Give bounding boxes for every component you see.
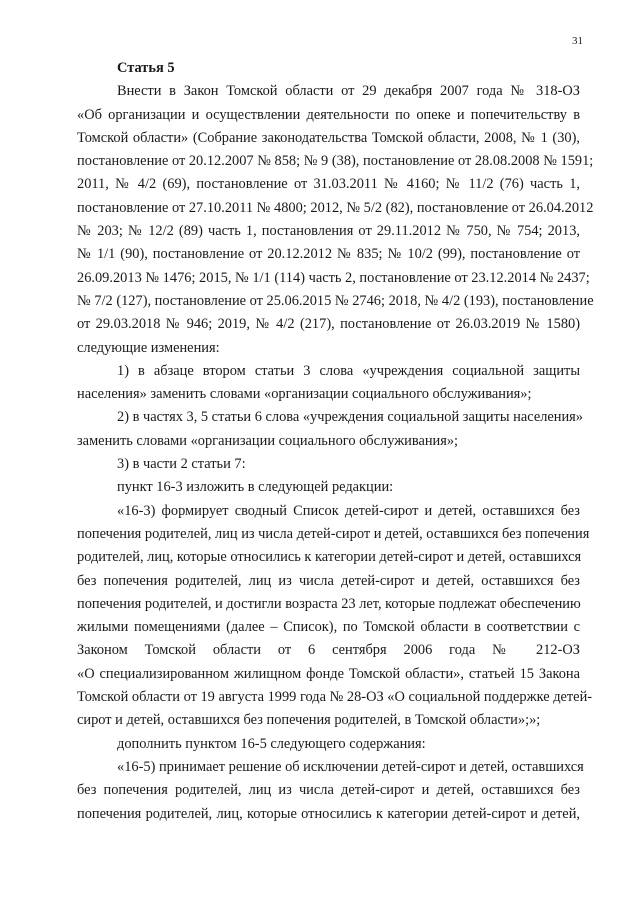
text-line: Внести в Закон Томской области от 29 декабря 2007 года № 318-ОЗ xyxy=(117,83,580,100)
text-line: жилыми помещениями (далее – Список), по Томской области в соответствии с xyxy=(77,619,580,636)
text-line: заменить словами «организации социального обслуживания»; xyxy=(77,432,459,449)
page-number: 31 xyxy=(572,35,583,47)
text-line: без попечения родителей, лиц из числа детей-сирот и детей, оставшихся без xyxy=(77,572,580,589)
text-line: пункт 16-3 изложить в следующей редакции: xyxy=(117,479,394,496)
text-line: попечения родителей, лиц, которые относились к категории детей-сирот и детей, xyxy=(77,805,580,822)
text-line: № 1/1 (90), постановление от 20.12.2012 № 835; № 10/2 (99), постановление от xyxy=(77,246,580,263)
text-line: 1) в абзаце втором статьи 3 слова «учреждения социальной защиты xyxy=(117,362,580,379)
text-line: № 203; № 12/2 (89) часть 1, постановления от 29.11.2012 № 750, № 754; 2013, xyxy=(77,223,580,240)
article-heading: Статья 5 xyxy=(117,60,175,76)
text-lines xyxy=(77,80,594,826)
text-line: следующие изменения: xyxy=(77,339,220,356)
text-line: дополнить пунктом 16-5 следующего содержания: xyxy=(117,735,426,752)
text-line: населения» заменить словами «организации социального обслуживания»; xyxy=(77,386,532,403)
text-line: № 7/2 (127), постановление от 25.06.2015 № 2746; 2018, № 4/2 (193), постановление xyxy=(77,292,594,309)
text-line: постановление от 20.12.2007 № 858; № 9 (38), постановление от 28.08.2008 № 1591; xyxy=(77,153,594,170)
text-line: сирот и детей, оставшихся без попечения родителей, в Томской области»;»; xyxy=(77,712,541,729)
text-line: 2011, № 4/2 (69), постановление от 31.03.2011 № 4160; № 11/2 (76) часть 1, xyxy=(77,176,580,193)
text-line: Томской области» (Собрание законодательства Томской области, 2008, № 1 (30), xyxy=(77,129,580,146)
text-line: 2) в частях 3, 5 статьи 6 слова «учреждения социальной защиты населения» xyxy=(117,409,584,426)
text-line: «16-5) принимает решение об исключении детей-сирот и детей, оставшихся xyxy=(117,758,584,775)
text-line: попечения родителей, и достигли возраста 23 лет, которые подлежат обеспечению xyxy=(77,595,581,612)
text-line: Томской области от 19 августа 1999 года № 28-ОЗ «О социальной поддержке детей- xyxy=(77,689,593,706)
text-line: родителей, лиц, которые относились к категории детей-сирот и детей, оставшихся xyxy=(77,549,582,566)
document-body xyxy=(77,57,594,826)
text-line: постановление от 27.10.2011 № 4800; 2012, № 5/2 (82), постановление от 26.04.2012 xyxy=(77,199,594,216)
text-line: от 29.03.2018 № 946; 2019, № 4/2 (217), постановление от 26.03.2019 № 1580) xyxy=(77,316,580,333)
text-line: 3) в части 2 статьи 7: xyxy=(117,456,246,473)
text-line: 26.09.2013 № 1476; 2015, № 1/1 (114) часть 2, постановление от 23.12.2014 № 2437; xyxy=(77,269,590,286)
text-line: попечения родителей, лиц из числа детей-сирот и детей, оставшихся без попечения xyxy=(77,525,590,542)
text-line: «О специализированном жилищном фонде Томской области», статьей 15 Закона xyxy=(77,665,580,682)
text-line: Законом Томской области от 6 сентября 2006 года № 212-ОЗ xyxy=(77,642,580,659)
text-line: «Об организации и осуществлении деятельности по опеке и попечительству в xyxy=(77,106,580,123)
text-line: «16-3) формирует сводный Список детей-сирот и детей, оставшихся без xyxy=(117,502,580,519)
text-line: без попечения родителей, лиц из числа детей-сирот и детей, оставшихся без xyxy=(77,782,580,799)
